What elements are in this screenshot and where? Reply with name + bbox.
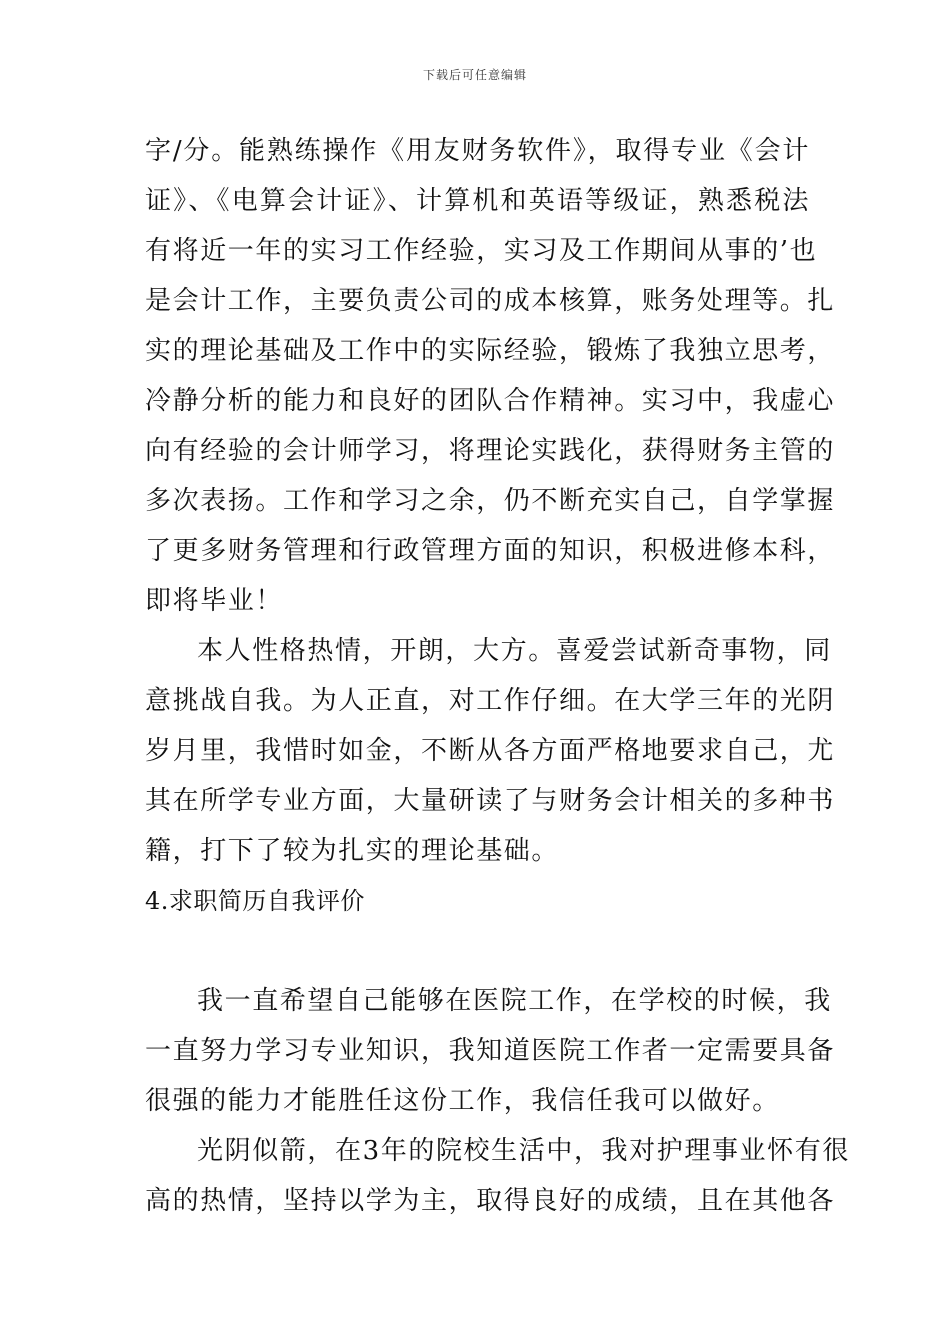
body-line: 字/分。能熟练操作《用友财务软件》，取得专业《会计 [145,136,810,166]
paragraph-first-line: 我一直希望自己能够在医院工作，在学校的时候，我 [197,986,832,1016]
body-line: 证》、《电算会计证》、计算机和英语等级证，熟悉税法 [145,186,810,216]
body-line: 一直努力学习专业知识，我知道医院工作者一定需要具备 [145,1036,836,1066]
section-heading: 4.求职简历自我评价 [145,887,365,915]
body-line: 很强的能力才能胜任这份工作，我信任我可以做好。 [145,1086,780,1116]
paragraph-first-line: 光阴似箭，在3年的院校生活中，我对护理事业怀有很 [197,1136,850,1166]
body-line: 了更多财务管理和行政管理方面的知识，积极进修本科， [145,536,836,566]
page-header: 下载后可任意编辑 [422,68,527,82]
body-line: 冷静分析的能力和良好的团队合作精神。实习中，我虚心 [145,386,836,416]
body-line: 有将近一年的实习工作经验，实习及工作期间从事的’也 [145,236,818,266]
body-line: 意挑战自我。为人正直，对工作仔细。在大学三年的光阴 [145,686,836,716]
paragraph-first-line: 本人性格热情，开朗，大方。喜爱尝试新奇事物，同 [197,636,832,666]
body-line: 是会计工作，主要负责公司的成本核算，账务处理等。扎 [145,286,836,316]
body-line: 多次表扬。工作和学习之余，仍不断充实自己，自学掌握 [145,486,836,516]
body-line: 实的理论基础及工作中的实际经验，锻炼了我独立思考， [145,336,836,366]
body-line: 高的热情，坚持以学为主，取得良好的成绩，且在其他各 [145,1186,836,1216]
body-line: 岁月里，我惜时如金，不断从各方面严格地要求自己，尤 [145,736,836,766]
body-line: 向有经验的会计师学习，将理论实践化，获得财务主管的 [145,436,836,466]
body-line: 籍，打下了较为扎实的理论基础。 [145,836,560,866]
body-line: 其在所学专业方面，大量研读了与财务会计相关的多种书 [145,786,836,816]
body-line: 即将毕业！ [145,586,284,616]
